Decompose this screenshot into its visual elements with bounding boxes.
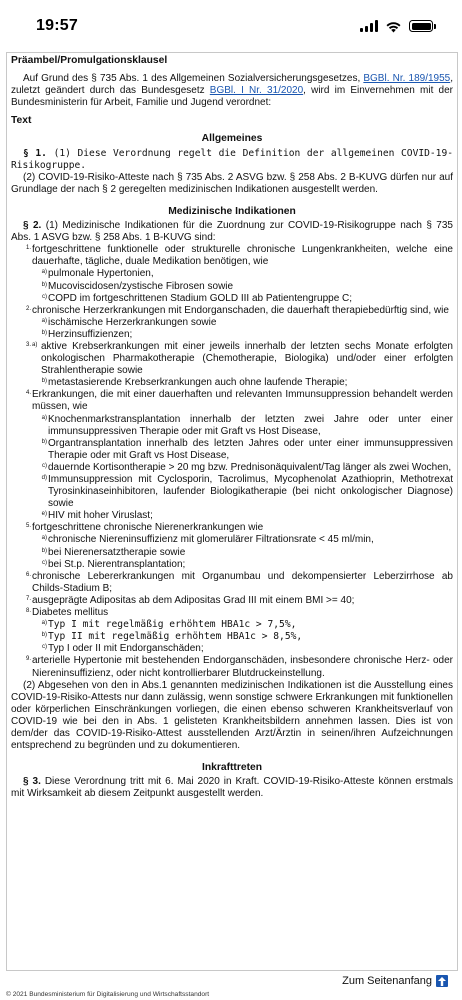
preamble-text: Auf Grund des § 735 Abs. 1 des Allgemeinen Sozialversicherungsgesetzes, BGBl. Nr. 189/1955, zuletzt geändert durch das Bundesgesetz BGBl. I Nr. 31/2020, wird im Einvernehmen mit der Bundesministerin für Arbeit, Familie und Jugend verordnet:: [11, 73, 453, 109]
list-item: 8. Diabetes mellitus: [25, 607, 109, 619]
section-heading-entry: Inkrafttreten: [201, 762, 263, 774]
bgbl-31-2020-link[interactable]: BGBl. I Nr. 31/2020: [209, 85, 304, 97]
list-item: c) COPD im fortgeschrittenen Stadium GOLD III ab Patientengruppe C;: [42, 292, 353, 304]
list-item: c) bei St.p. Nierentransplantation;: [42, 558, 186, 570]
paragraph-3: § 3. Diese Verordnung tritt mit 6. Mai 2020 in Kraft. COVID-19-Risiko-Atteste können erstmals mit Wirksamkeit ab diesem Zeitpunkt ausgestellt werden.: [11, 776, 453, 800]
section-heading-general: Allgemeines: [201, 133, 263, 145]
copyright-text: © 2021 Bundesministerium für Digitalisierung und Wirtschaftsstandort: [6, 991, 210, 998]
back-to-top-label: Zum Seitenanfang: [342, 975, 432, 987]
list-item: b) metastasierende Krebserkrankungen auch ohne laufende Therapie;: [41, 377, 348, 389]
list-item: 3. a) aktive Krebserkrankungen mit einer jeweils innerhalb der letzten sechs Monate erfolgten onkologischen Pharmakotherapie (Chemotherapie, Biologika) und/oder einer erfolgten Strahlentherapie sowie: [25, 340, 453, 377]
preamble-heading: Präambel/Promulgationsklausel: [11, 55, 168, 66]
list-item: 9. arterielle Hypertonie mit bestehenden Endorganschäden, insbesondere chronische Herz- oder Niereninsuffizienz, oder nicht kontrollierbarer Blutdruckeinstellung.: [25, 655, 453, 679]
list-item: b) bei Nierenersatztherapie sowie: [41, 546, 186, 558]
list-item: c) Typ I oder II mit Endorganschäden;: [42, 643, 204, 655]
list-item: a) Typ I mit regelmäßig erhöhtem HBA1c > 7,5%,: [41, 619, 297, 631]
list-item: b) Mucoviscidosen/zystische Fibrosen sowie: [41, 280, 234, 292]
list-item: c) dauernde Kortisontherapie > 20 mg bzw. Prednisonäquivalent/Tag länger als zwei Wochen,: [42, 461, 452, 473]
wifi-icon: [385, 20, 402, 33]
list-item: a) ischämische Herzerkrankungen sowie: [41, 316, 217, 328]
paragraph-1-1: § 1. (1) Diese Verordnung regelt die Definition der allgemeinen COVID-19-Risikogruppe.: [11, 147, 454, 171]
status-time: 19:57: [36, 17, 78, 34]
text-heading: Text: [11, 115, 32, 127]
section-heading-medical: Medizinische Indikationen: [168, 205, 296, 217]
list-item: 6. chronische Lebererkrankungen mit Organumbau und dekompensierter Leberzirrhose ab Childs-Stadium B;: [25, 570, 453, 594]
battery-icon: [409, 20, 436, 32]
list-item: 7. ausgeprägte Adipositas ab dem Adipositas Grad III mit einem BMI >= 40;: [25, 594, 355, 606]
back-to-top-link[interactable]: [342, 975, 448, 987]
signal-icon: [360, 20, 378, 32]
list-item: d) Immunsuppression mit Cyclosporin, Tacrolimus, Mycophenolat Azathioprin, Methotrexat Tyrosinkinaseinhibitoren, laufender Biologikatherapie (bei nicht onkologischer Diagnose) sowie: [41, 474, 453, 510]
document-body: [6, 52, 458, 970]
status-bar: [0, 0, 462, 52]
list-item: b) Organtransplantation innerhalb des letzten Jahres oder unter einer immunsuppressiven Therapie oder mit Graft vs Host Disease,: [41, 437, 453, 461]
status-icons: [360, 20, 436, 33]
list-item: 5. fortgeschrittene chronische Nierenerkrankungen wie: [25, 522, 264, 534]
list-item: 4. Erkrankungen, die mit einer dauerhaften und relevanten Immunsuppression behandelt werden müssen, wie: [25, 389, 453, 413]
list-item: e) HIV mit hoher Viruslast;: [41, 510, 153, 522]
paragraph-1-2: (2) COVID-19-Risiko-Atteste nach § 735 Abs. 2 ASVG bzw. § 258 Abs. 2 B-KUVG dürfen nur auf Grundlage der nach § 2 geregelten medizinischen Indikationen ausgestellt werden.: [11, 171, 453, 195]
list-item: 2. chronische Herzerkrankungen mit Endorganschaden, die dauerhaft therapiebedürftig sind, wie: [25, 304, 449, 316]
paragraph-2-2: (2) Abgesehen von den in Abs.1 genannten medizinischen Indikationen ist die Ausstellung eines COVID-19-Risiko-Attests nur dann zulässig, wenn sonstige schwere Erkrankungen mit funktionellen oder körperlichen Einschränkungen vorliegen, die einen ebenso schweren Krankheitsverlauf von COVID-19 wie bei den in Abs. 1 gelisteten Krankheitsbildern annehmen lassen. Dies ist von dem/der das COVID-19-Risiko-Attest ausstellenden Arzt/Ärztin in seinen/ihren Aufzeichnungen entsprechend zu begründen und zu dokumentieren.: [11, 679, 453, 752]
arrow-up-icon: [436, 975, 448, 987]
list-item: 1. fortgeschrittene funktionelle oder strukturelle chronische Lungenkrankheiten, welche eine dauerhafte, tägliche, duale Medikation benötigen, wie: [25, 244, 453, 268]
paragraph-2-1: § 2. (1) Medizinische Indikationen für die Zuordnung zur COVID-19-Risikogruppe nach § 735 Abs. 1 ASVG bzw. § 258 Abs. 1 B-KUVG sind:: [11, 220, 453, 244]
bgbl-189-1955-link[interactable]: BGBl. Nr. 189/1955: [363, 73, 451, 85]
list-item: b) Herzinsuffizienzen;: [41, 328, 133, 340]
list-item: a) chronische Niereninsuffizienz mit glomerulärer Filtrationsrate < 45 ml/min,: [41, 534, 374, 546]
list-item: a) Knochenmarkstransplantation innerhalb der letzten zwei Jahre oder unter einer immunsuppressiven Therapie oder mit Graft vs Host Disease,: [41, 413, 453, 437]
footer-divider: [6, 970, 458, 971]
list-item: a) pulmonale Hypertonien,: [41, 268, 154, 280]
list-item: b) Typ II mit regelmäßig erhöhtem HBA1c > 8,5%,: [41, 631, 303, 643]
